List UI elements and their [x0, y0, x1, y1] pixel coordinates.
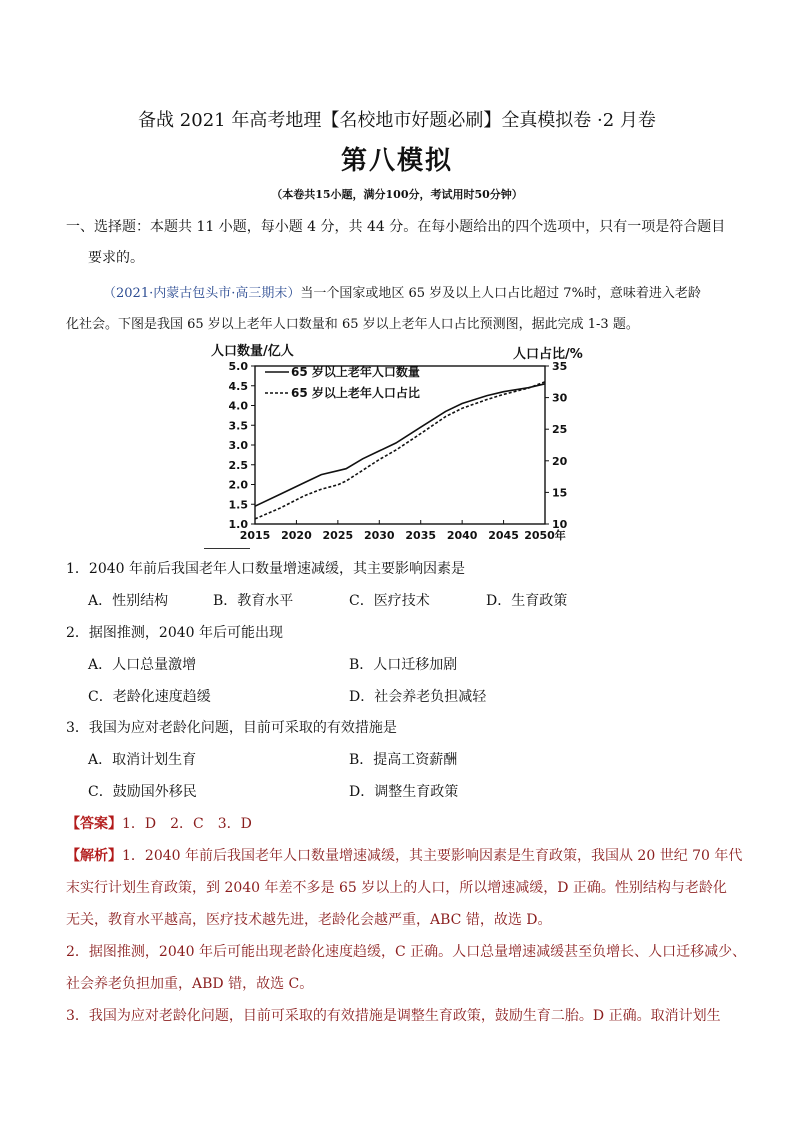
explanation-line-4: 2．据图推测，2040 年后可能出现老龄化速度趋缓，C 正确。人口总量增速减缓甚至负增长、人口迁移减少、: [66, 944, 747, 960]
y-left-tick-label: 5.0: [228, 360, 248, 373]
y-left-ticks: [229, 360, 256, 531]
legend: [265, 364, 420, 400]
y-left-label: 人口数量/亿人: [211, 344, 294, 359]
y-right-label: 人口占比/%: [513, 347, 583, 362]
answer-text: 1．D 2．C 3．D: [122, 816, 252, 832]
q2-option-c: C．老龄化速度趋缓: [88, 689, 211, 705]
paper-title: 备战 2021 年高考地理【名校地市好题必刷】全真模拟卷 ·2 月卷: [138, 110, 656, 131]
q1-option-d: D．生育政策: [486, 593, 568, 609]
x-tick-label: 2050年: [524, 529, 566, 542]
y-right-tick-label: 35: [552, 360, 568, 373]
section-heading-line1: 一、选择题：本题共 11 小题，每小题 4 分，共 44 分。在每小题给出的四个选项中，只有一项是符合题目: [66, 219, 726, 235]
y-left-tick-label: 1.0: [228, 518, 248, 531]
explanation-text-1: 1．2040 年前后我国老年人口数量增速减缓，其主要影响因素是生育政策，我国从 20 世纪 70 年代: [122, 848, 743, 864]
series-lines: [255, 382, 545, 519]
y-right-tick-label: 25: [552, 423, 568, 437]
y-left-tick-label: 3.0: [228, 439, 248, 452]
y-left-tick-label: 2.0: [228, 478, 248, 492]
x-tick-label: 2015: [239, 529, 271, 542]
paper-subtitle: 第八模拟: [340, 146, 453, 176]
y-left-tick-label: 4.5: [228, 379, 248, 393]
q3-option-b: B．提高工资薪酬: [349, 752, 458, 768]
x-tick-label: 2025: [322, 529, 354, 542]
y-left-tick-label: 4.0: [228, 399, 248, 413]
x-tick-label: 2045: [488, 529, 519, 542]
y-right-tick-label: 20: [552, 454, 568, 468]
x-tick-label: 2020: [281, 529, 312, 542]
series-line-share: [255, 382, 545, 519]
q3-option-d: D．调整生育政策: [349, 784, 459, 800]
q3-option-a: A．取消计划生育: [88, 752, 197, 768]
question-2-stem: 2．据图推测，2040 年后可能出现: [66, 625, 283, 641]
stem-line1: [103, 282, 701, 301]
question-source: （2021·内蒙古包头市·高三期末）: [103, 286, 301, 301]
stem-line2: 化社会。下图是我国 65 岁以上老年人口数量和 65 岁以上老年人口占比预测图，据此完成 1-3 题。: [66, 317, 639, 332]
explanation-line-6: 3．我国为应对老龄化问题，目前可采取的有效措施是调整生育政策，鼓励生育二胎。D 正确。取消计划生: [66, 1008, 721, 1024]
series-line-count: [255, 384, 545, 506]
q2-option-b: B．人口迁移加剧: [349, 657, 458, 673]
stem-text-1: 当一个国家或地区 65 岁及以上人口占比超过 7%时，意味着进入老龄: [300, 286, 701, 301]
q3-option-c: C．鼓励国外移民: [88, 784, 197, 800]
y-right-tick-label: 10: [552, 518, 568, 531]
y-right-ticks: [545, 360, 568, 531]
population-chart: [205, 338, 600, 550]
section-heading-line2: 要求的。: [88, 250, 144, 266]
answer-tag: 【答案】: [66, 816, 122, 832]
y-left-tick-label: 2.5: [228, 458, 248, 472]
x-tick-label: 2030: [363, 529, 395, 542]
y-right-tick-label: 15: [552, 486, 568, 500]
q1-option-c: C．医疗技术: [349, 593, 430, 609]
underline-mark: [204, 548, 250, 549]
y-left-tick-label: 3.5: [228, 419, 248, 433]
explanation-line-1: [66, 845, 742, 865]
legend-label-share: 65 岁以上老年人口占比: [291, 386, 420, 400]
q2-option-d: D．社会养老负担减轻: [349, 689, 487, 705]
q1-option-b: B．教育水平: [213, 593, 294, 609]
answer-line: [66, 813, 252, 833]
x-ticks: [240, 520, 566, 542]
explanation-line-5: 社会养老负担加重，ABD 错，故选 C。: [66, 976, 314, 992]
q1-option-a: A．性别结构: [88, 593, 169, 609]
y-left-tick-label: 1.5: [228, 498, 248, 512]
x-tick-label: 2040: [446, 529, 478, 542]
y-right-tick-label: 30: [552, 391, 568, 405]
question-1-stem: 1．2040 年前后我国老年人口数量增速减缓，其主要影响因素是: [66, 561, 465, 577]
explanation-tag: 【解析】: [66, 848, 122, 864]
x-tick-label: 2035: [405, 529, 437, 542]
legend-label-count: 65 岁以上老年人口数量: [291, 365, 420, 379]
q2-option-a: A．人口总量激增: [88, 657, 197, 673]
explanation-line-3: 无关，教育水平越高，医疗技术越先进，老龄化会越严重，ABC 错，故选 D。: [66, 912, 552, 928]
exam-note: （本卷共15小题，满分100分，考试用时50分钟）: [271, 188, 523, 201]
explanation-line-2: 末实行计划生育政策，到 2040 年差不多是 65 岁以上的人口，所以增速减缓，D 正确。性别结构与老龄化: [66, 880, 727, 896]
question-3-stem: 3．我国为应对老龄化问题，目前可采取的有效措施是: [66, 720, 397, 736]
